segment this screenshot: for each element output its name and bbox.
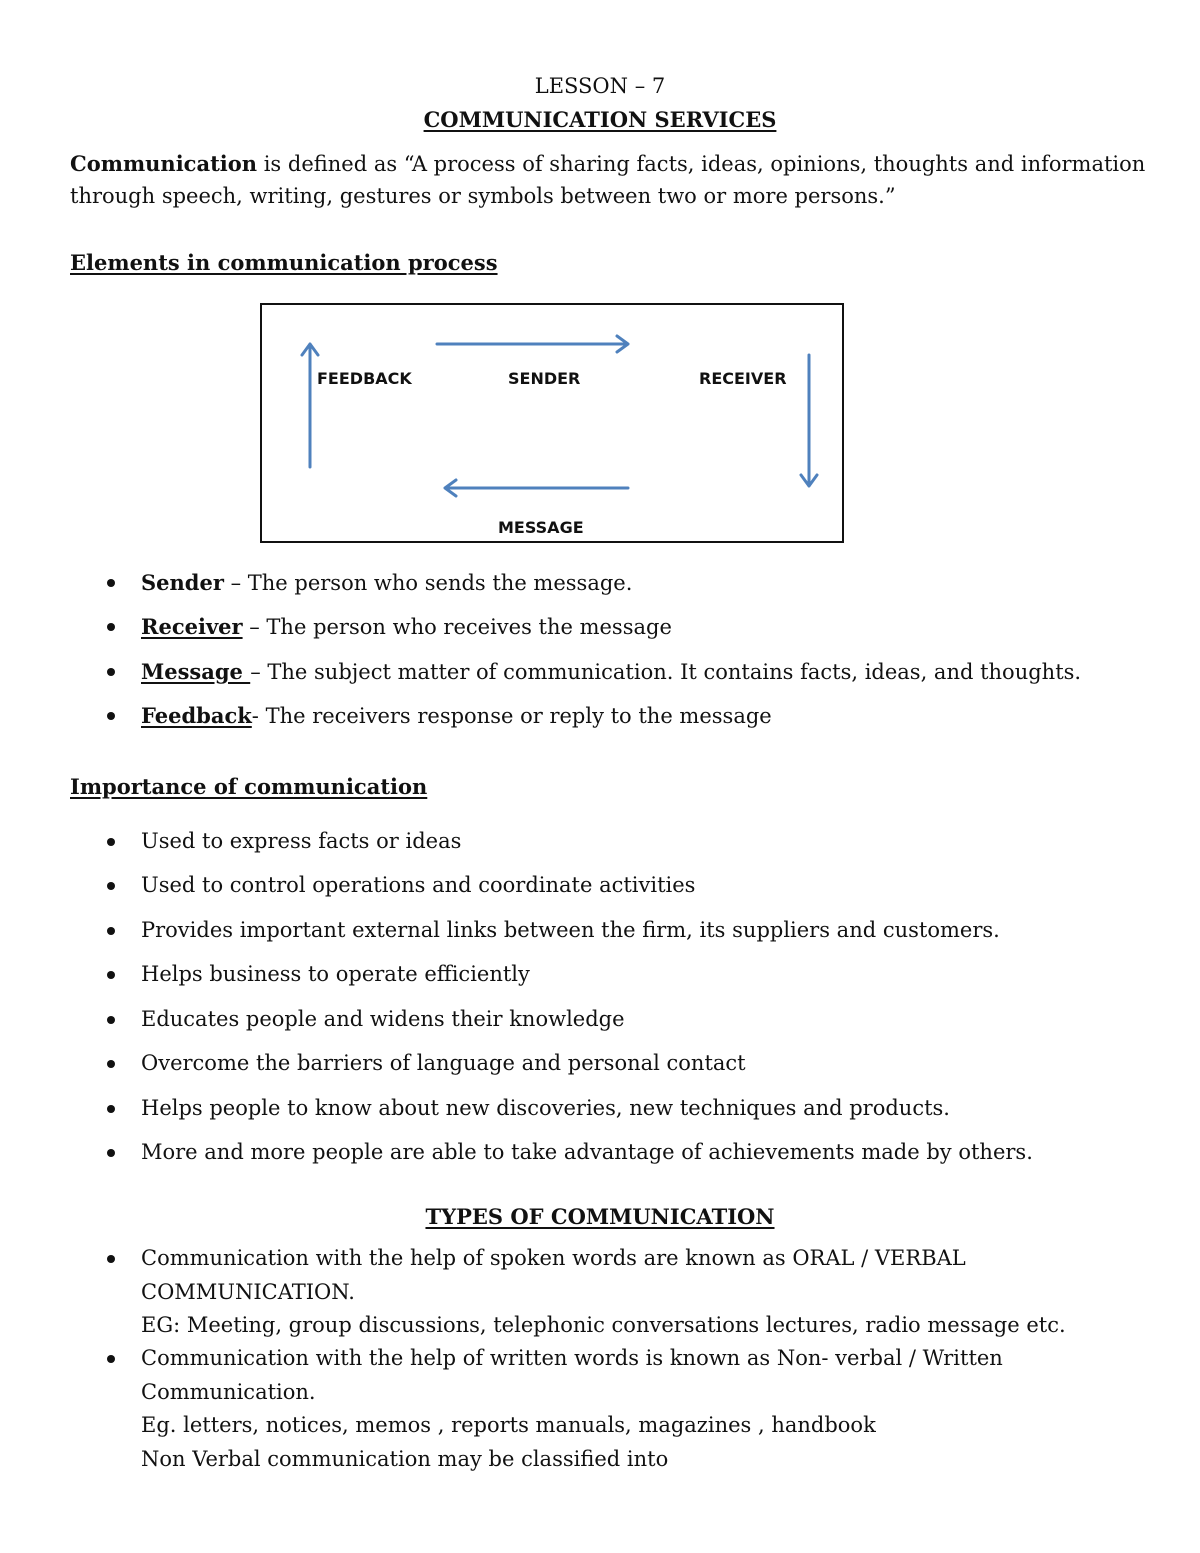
importance-item: Used to express facts or ideas <box>141 829 462 853</box>
element-term: Sender <box>141 570 224 595</box>
importance-item: Helps business to operate efficiently <box>141 962 530 986</box>
element-term: Message <box>141 659 251 684</box>
bullet-dot <box>107 838 115 846</box>
types-item-oral-line-2: COMMUNICATION. <box>141 1280 355 1304</box>
types-heading: TYPES OF COMMUNICATION <box>425 1204 775 1229</box>
message-label: MESSAGE <box>498 518 584 537</box>
bullet-dot <box>107 623 115 631</box>
elements-heading: Elements in communication process <box>70 250 498 275</box>
definition-text-1: is defined as “A process of sharing facts, ideas, opinions, thoughts and information <box>257 152 1146 176</box>
definition-line-2: through speech, writing, gestures or symbols between two or more persons.” <box>70 184 896 208</box>
types-item-oral-line-1: Communication with the help of spoken words are known as ORAL / VERBAL <box>141 1246 966 1270</box>
importance-item: Educates people and widens their knowledge <box>141 1007 625 1031</box>
element-item-message <box>141 659 1081 685</box>
bullet-dot <box>107 1016 115 1024</box>
importance-item: Used to control operations and coordinate activities <box>141 873 696 897</box>
element-term: Feedback <box>141 703 252 728</box>
bullet-dot <box>107 927 115 935</box>
importance-item: Overcome the barriers of language and personal contact <box>141 1051 746 1075</box>
definition-line-1 <box>70 151 1145 177</box>
bullet-dot <box>107 668 115 676</box>
diagram-arrows <box>262 305 842 541</box>
bullet-dot <box>107 882 115 890</box>
element-item-sender <box>141 570 632 596</box>
element-desc: – The subject matter of communication. It contains facts, ideas, and thoughts. <box>250 660 1082 684</box>
bullet-dot <box>107 712 115 720</box>
receiver-label: RECEIVER <box>699 369 787 388</box>
receiver-to-message-arrow <box>801 355 817 486</box>
types-item-written-note: Non Verbal communication may be classified into <box>141 1447 669 1471</box>
importance-item: Provides important external links between the firm, its suppliers and customers. <box>141 918 1000 942</box>
bullet-dot <box>107 971 115 979</box>
importance-item: More and more people are able to take advantage of achievements made by others. <box>141 1140 1033 1164</box>
bullet-dot <box>107 1105 115 1113</box>
feedback-to-sender-arrow <box>302 344 318 467</box>
lesson-number: LESSON – 7 <box>534 74 666 98</box>
bullet-dot <box>107 1255 115 1263</box>
element-term: Receiver <box>141 614 243 639</box>
types-item-written-example: Eg. letters, notices, memos , reports manuals, magazines , handbook <box>141 1413 876 1437</box>
element-item-feedback <box>141 703 772 729</box>
bullet-dot <box>107 1149 115 1157</box>
message-to-feedback-arrow <box>445 480 628 496</box>
bullet-dot <box>107 579 115 587</box>
sender-label: SENDER <box>508 369 581 388</box>
element-item-receiver <box>141 614 672 640</box>
element-desc: - The receivers response or reply to the message <box>251 704 772 728</box>
page-title: COMMUNICATION SERVICES <box>423 107 777 132</box>
element-desc: – The person who sends the message. <box>223 571 633 595</box>
communication-process-diagram <box>260 303 844 543</box>
sender-to-receiver-arrow <box>437 336 628 352</box>
types-item-written-line-1: Communication with the help of written words is known as Non- verbal / Written <box>141 1346 1003 1370</box>
types-item-oral-example: EG: Meeting, group discussions, telephonic conversations lectures, radio message etc. <box>141 1313 1066 1337</box>
bullet-dot <box>107 1060 115 1068</box>
definition-term: Communication <box>70 151 258 176</box>
bullet-dot <box>107 1355 115 1363</box>
types-item-written-line-2: Communication. <box>141 1380 316 1404</box>
importance-heading: Importance of communication <box>70 774 428 799</box>
importance-item: Helps people to know about new discoveries, new techniques and products. <box>141 1096 950 1120</box>
element-desc: – The person who receives the message <box>242 615 672 639</box>
feedback-label: FEEDBACK <box>317 369 412 388</box>
